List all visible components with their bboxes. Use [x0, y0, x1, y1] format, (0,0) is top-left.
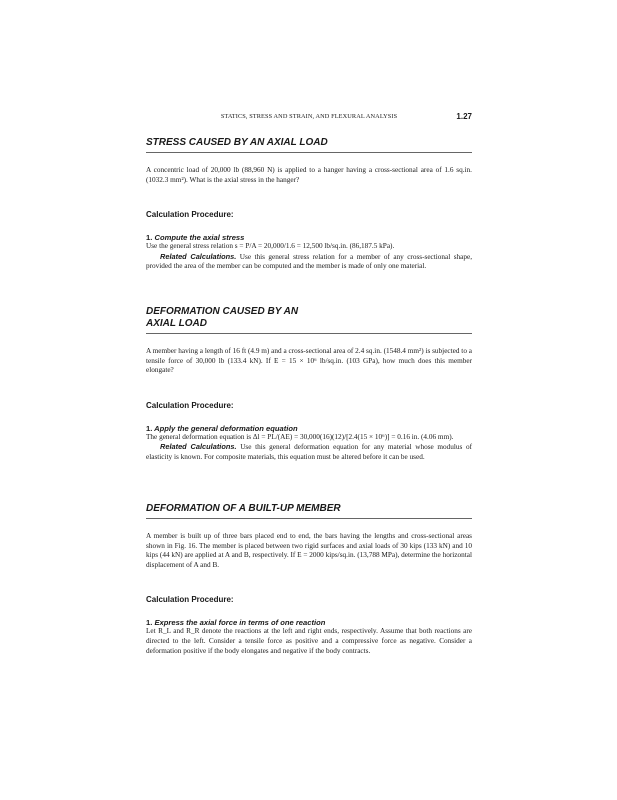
step-title: Apply the general deformation equation	[154, 423, 298, 433]
step-heading	[146, 424, 472, 433]
problem-statement: A member having a length of 16 ft (4.9 m) and a cross-sectional area of 2.4 sq.in. (1548.4 mm²) is subjected to a tensile force of 30,000 lb (133.4 kN). If E = 15 × 10⁶ lb/sq.in. (103 GPa), how much does this member elongate?	[146, 347, 472, 375]
problem-statement: A concentric load of 20,000 lb (88,960 N) is applied to a hanger having a cross-sectional area of 1.6 sq.in. (1032.3 mm²). What is the axial stress in the hanger?	[146, 166, 472, 184]
step-text: Use the general stress relation s = P/A = 20,000/1.6 = 12,500 lb/sq.in. (86,187.5 kPa).	[146, 242, 395, 251]
step-text: Let R_L and R_R denote the reactions at the left and right ends, respectively. Assume that both reactions are directed to the left. Consider a tensile force as positive and a compressive force as negative. Consider a deformation positive if the body elongates and negative if the body contracts.	[146, 627, 472, 655]
step-number: 1.	[146, 423, 153, 433]
related-calculations-text: Use this general stress relation for a member of any cross-sectional shape, provided the area of the member can be computed and the member is made of only one material.	[146, 252, 473, 271]
step-text: The general deformation equation is Δl = PL/(AE) = 30,000(16)(12)/[2.4(15 × 10⁶)] = 0.16 in. (4.06 mm).	[146, 432, 454, 441]
step-title: Compute the axial stress	[154, 233, 245, 243]
related-calculations	[146, 442, 472, 462]
section-title: DEFORMATION CAUSED BY AN AXIAL LOAD	[146, 306, 472, 334]
calculation-procedure-heading: Calculation Procedure:	[146, 400, 234, 410]
running-head: STATICS, STRESS AND STRAIN, AND FLEXURAL ANALYSIS	[220, 113, 398, 120]
section-stress-axial-load	[146, 137, 472, 272]
related-calculations	[146, 252, 472, 272]
related-calculations-label: Related Calculations.	[160, 251, 237, 261]
section-deformation-built-up-member	[146, 503, 472, 656]
page-number: 1.27	[456, 112, 472, 121]
step-number: 1.	[146, 233, 153, 243]
section-title: STRESS CAUSED BY AN AXIAL LOAD	[146, 137, 472, 153]
section-title: DEFORMATION OF A BUILT-UP MEMBER	[146, 503, 472, 519]
step-title: Express the axial force in terms of one reaction	[154, 618, 326, 628]
calculation-procedure-heading: Calculation Procedure:	[146, 595, 234, 605]
related-calculations-label: Related Calculations.	[160, 442, 237, 452]
step-heading	[146, 233, 472, 242]
section-deformation-axial-load	[146, 306, 472, 463]
related-calculations-text: Use this general deformation equation for any material whose modulus of elasticity is known. For composite materials, this equation must be altered before it can be used.	[146, 443, 473, 461]
step-number: 1.	[146, 618, 153, 628]
step-heading	[146, 618, 472, 627]
calculation-procedure-heading: Calculation Procedure:	[146, 210, 234, 220]
problem-statement: A member is built up of three bars placed end to end, the bars having the lengths and cross-sectional areas shown in Fig. 16. The member is placed between two rigid surfaces and axial loads of 30 kips (133 kN) and 10 kips (44 kN) are applied at A and B, respectively. If E = 2000 kips/sq.in. (13,788 MPa), determine the horizontal displacement of A and B.	[146, 532, 472, 569]
